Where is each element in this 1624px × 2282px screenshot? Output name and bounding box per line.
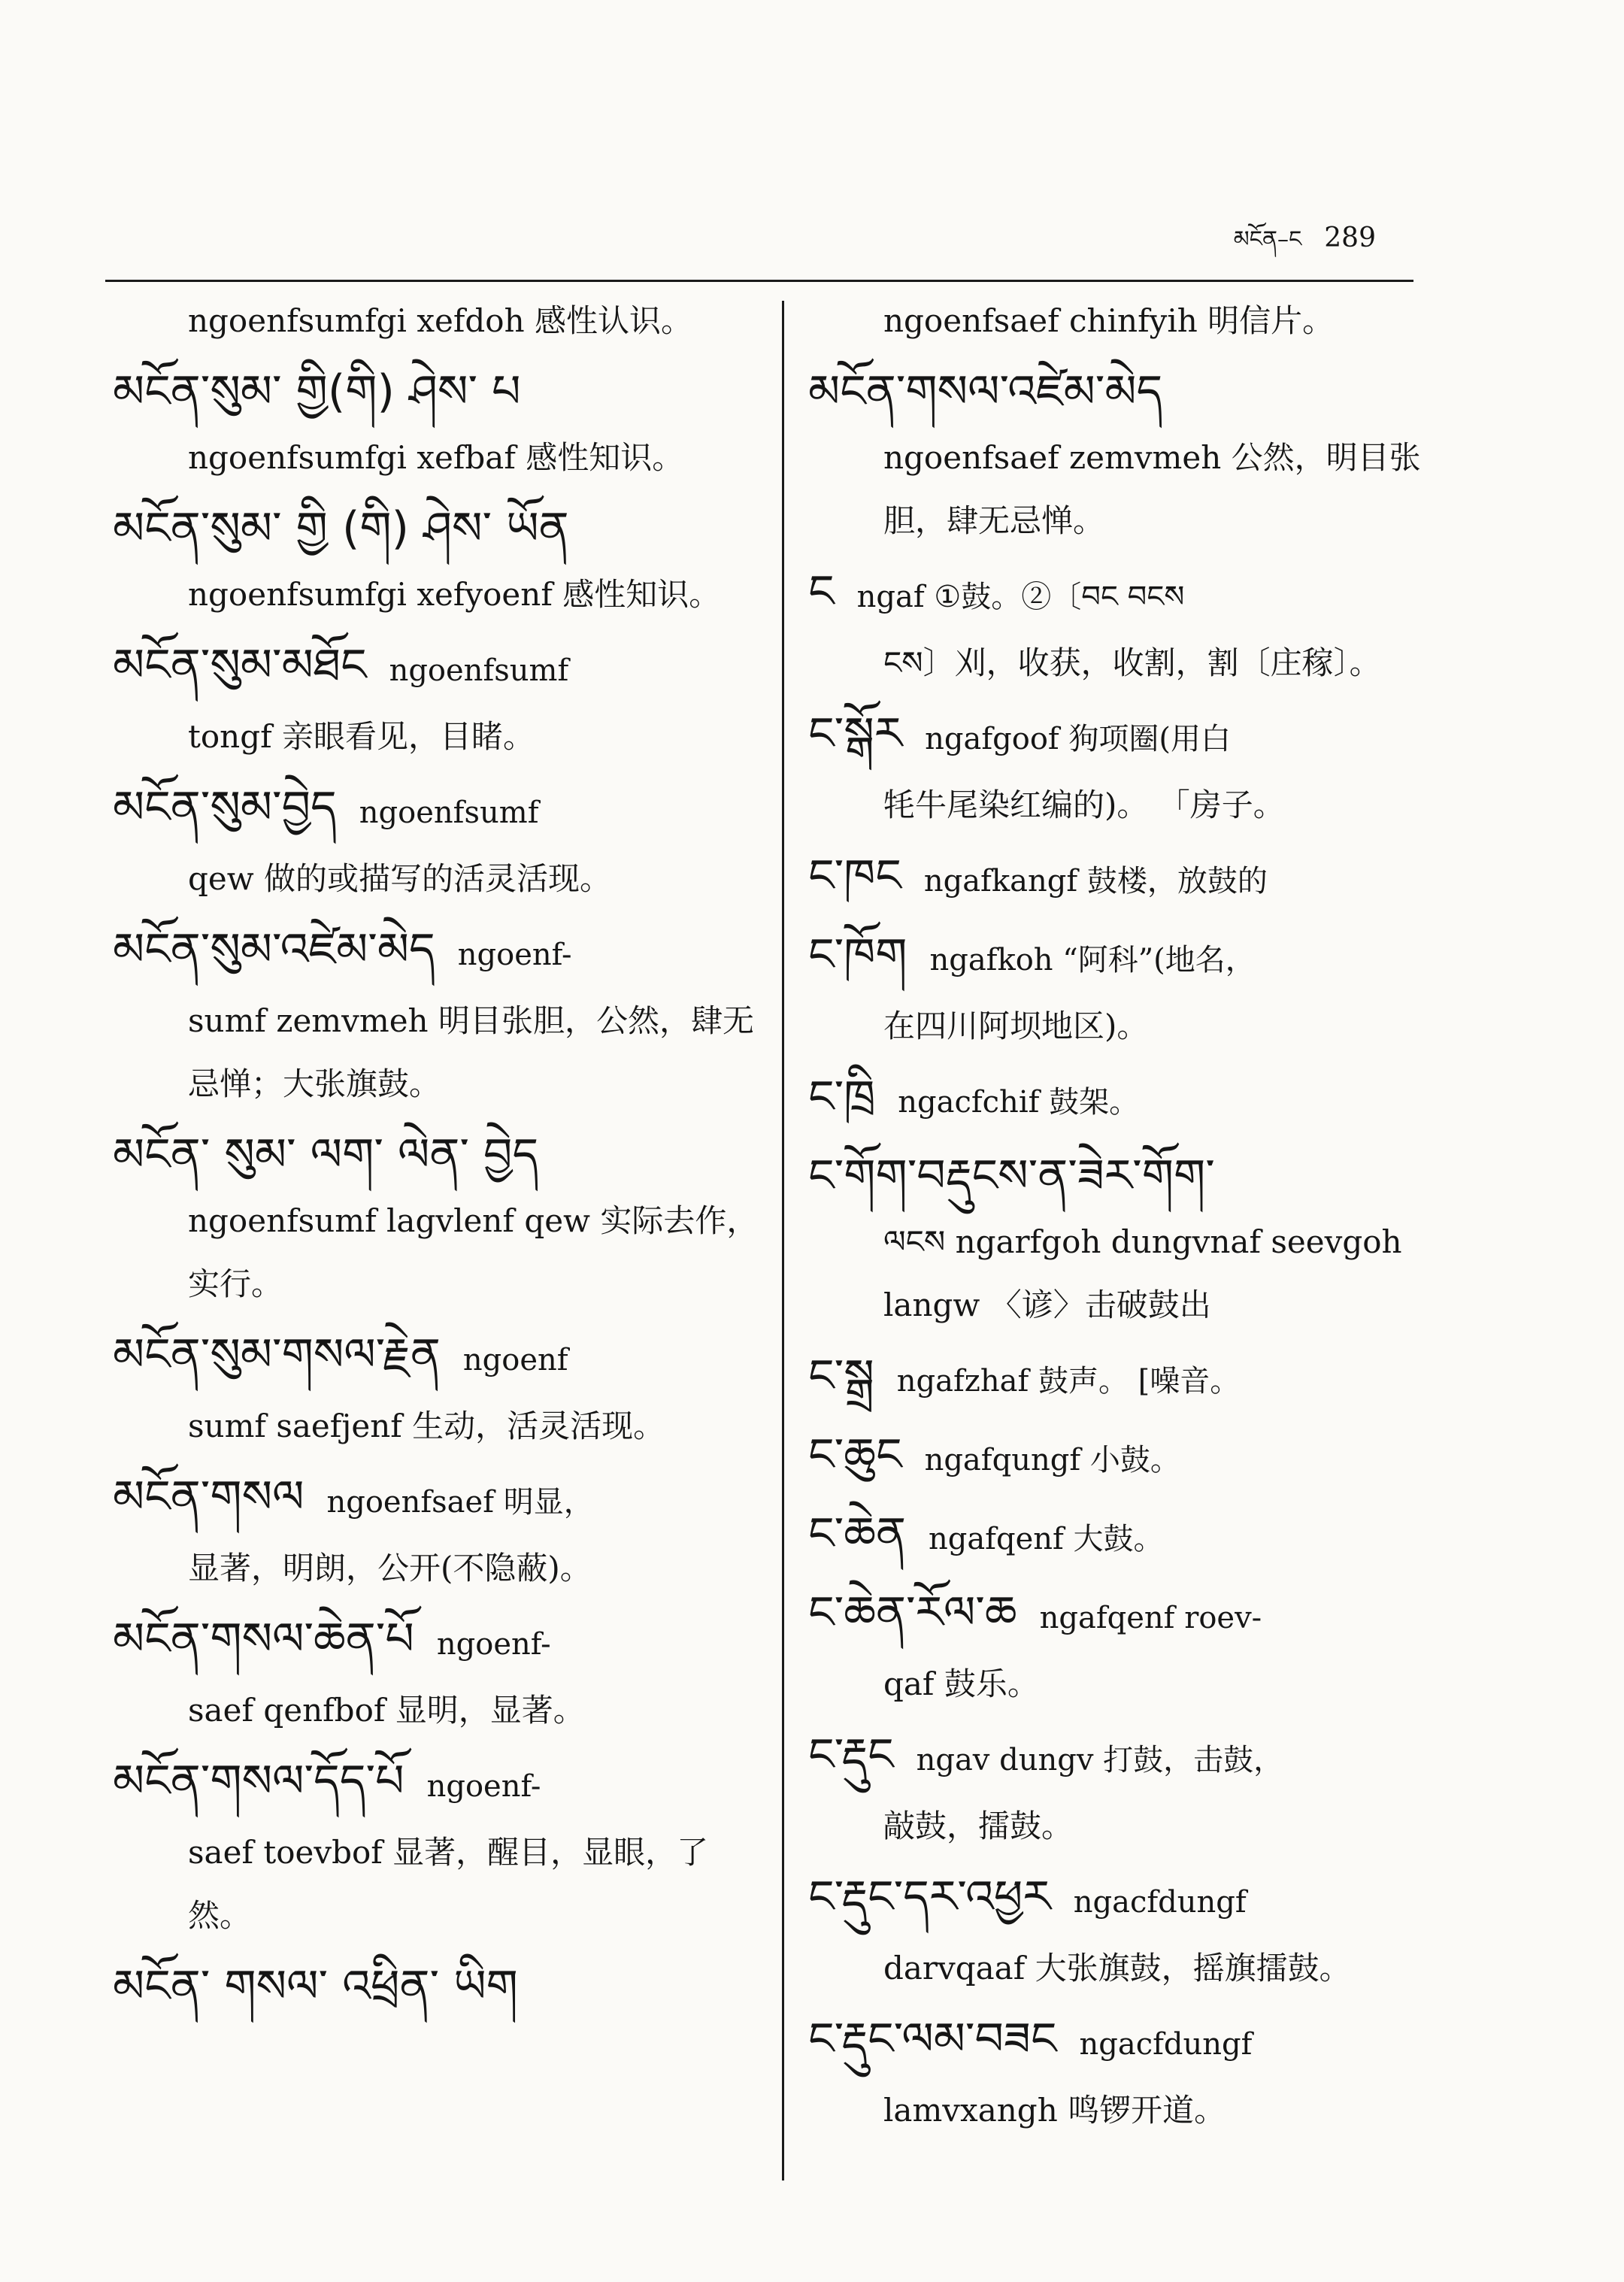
entry-definition: saef toevbof 显著，醒目，显眼，了然。 <box>188 1834 709 1934</box>
dictionary-entry <box>808 357 1455 553</box>
tibetan-headword: མངོན་སུམ་ གྱི (གི) ཤེས་ ཡོན <box>113 502 569 555</box>
romanization: ngafqenf 大鼓。 <box>928 1522 1164 1556</box>
tibetan-headword: མངོན་སུམ་ གྱི(གི) ཤེས་ པ <box>113 365 521 418</box>
romanization: ngacfchif 鼓架。 <box>898 1085 1140 1120</box>
entry-headword <box>113 1120 759 1189</box>
dictionary-entry <box>808 289 1455 353</box>
entry-headword <box>808 841 1455 916</box>
entry-definition: ངས〕刈，收获，收割，割〔庄稼〕。 <box>883 644 1381 681</box>
romanization: ngoenfsumf <box>359 796 539 830</box>
entry-headword <box>113 1462 759 1537</box>
entry-definition: ngoenfsumfgi xefyoenf 感性知识。 <box>188 576 721 613</box>
dictionary-entry <box>113 289 759 353</box>
dictionary-entry <box>113 773 759 911</box>
entry-headword <box>808 1499 1455 1574</box>
entry-headword <box>113 1605 759 1679</box>
dictionary-entry <box>113 915 759 1116</box>
romanization: ngafzhaf 鼓声。 [噪音。 <box>896 1364 1241 1399</box>
dictionary-entry <box>113 1747 759 1947</box>
entry-headword <box>808 1578 1455 1653</box>
entry-headword <box>113 1320 759 1395</box>
romanization: ngafgoof 狗项圈(用白 <box>925 722 1232 756</box>
dictionary-entry <box>113 1952 759 2021</box>
tibetan-headword: ང་ཆེན་རོལ་ཆ <box>808 1586 1017 1639</box>
romanization: ngafqenf roev- <box>1039 1601 1262 1635</box>
romanization: ngoenfsaef 明显， <box>326 1485 594 1520</box>
entry-headword <box>808 1062 1455 1137</box>
entry-headword <box>808 699 1455 774</box>
entry-definition: qaf 鼓乐。 <box>883 1665 1039 1702</box>
dictionary-entry <box>808 1720 1455 1858</box>
romanization: ngafkoh “阿科”(地名， <box>929 943 1256 977</box>
dictionary-entry <box>113 1605 759 1742</box>
tibetan-headword: ང་གོག་བརྡུངས་ན་ཟེར་གོག་ <box>808 1150 1215 1202</box>
tibetan-headword: ང་སྒོར <box>808 708 903 760</box>
entry-definition: ལངས ngarfgoh dungvnaf seevgoh langw 〈谚〉击破鼓出 <box>883 1223 1402 1323</box>
entry-headword <box>113 494 759 563</box>
romanization: ngacfdungf <box>1079 2027 1253 2062</box>
dictionary-entry <box>113 357 759 489</box>
dictionary-entry <box>113 631 759 768</box>
romanization: ngacfdungf <box>1073 1885 1247 1920</box>
dictionary-entry <box>808 1420 1455 1495</box>
romanization: ngav dungv 打鼓，击鼓， <box>916 1743 1284 1777</box>
entry-definition: 敲鼓，擂鼓。 <box>883 1808 1074 1844</box>
entry-definition: ngoenfsaef chinfyih 明信片。 <box>883 302 1335 339</box>
header-rule <box>105 280 1413 282</box>
entry-headword <box>808 1720 1455 1795</box>
column-divider <box>782 301 784 2180</box>
dictionary-entry <box>113 494 759 626</box>
dictionary-entry <box>808 699 1455 837</box>
dictionary-entry <box>113 1120 759 1316</box>
entry-headword <box>113 357 759 426</box>
dictionary-entry <box>808 1499 1455 1574</box>
entry-definition: sumf saefjenf 生动，活灵活现。 <box>188 1408 665 1444</box>
dictionary-entry <box>808 841 1455 916</box>
entry-headword <box>113 915 759 989</box>
tibetan-headword: ང་ཁང <box>808 850 901 902</box>
tibetan-headword: མངོན་གསལ་འཛེམ་མེད <box>808 365 1163 418</box>
entry-definition: sumf zemvmeh 明目张胆，公然，肆无忌惮；大张旗鼓。 <box>188 1002 754 1102</box>
tibetan-headword: ང་ཁོག <box>808 929 907 981</box>
running-head: མངོན–ང <box>1233 226 1302 253</box>
dictionary-entry <box>808 1578 1455 1716</box>
tibetan-headword: ང་རྡུང་དར་འཕྱར <box>808 1871 1051 1923</box>
tibetan-headword: མངོན་སུམ་མཐོང <box>113 639 367 692</box>
entry-headword <box>808 920 1455 995</box>
entry-definition: ngoenfsumfgi xefdoh 感性认识。 <box>188 302 692 339</box>
romanization: ngoenf- <box>457 938 572 972</box>
entry-definition: tongf 亲眼看见，目睹。 <box>188 718 535 755</box>
entry-definition: 牦牛尾染红编的)。 「房子。 <box>883 786 1285 823</box>
romanization: ngafqungf 小鼓。 <box>924 1443 1180 1477</box>
entry-headword <box>808 1141 1455 1211</box>
entry-definition: 在四川阿坝地区)。 <box>883 1008 1149 1044</box>
tibetan-headword: ང་ཆུང <box>808 1429 902 1481</box>
right-column <box>808 289 1455 2147</box>
entry-headword <box>113 1952 759 2021</box>
entry-definition: 显著，明朗，公开(不隐蔽)。 <box>188 1550 592 1586</box>
dictionary-entry <box>808 1341 1455 1416</box>
tibetan-headword: མངོན་སུམ་གསལ་རྗེན <box>113 1329 441 1381</box>
tibetan-headword: ང་སྒྲ <box>808 1350 874 1402</box>
entry-definition: qew 做的或描写的活灵活现。 <box>188 860 612 897</box>
tibetan-headword: ང་ཁྲི <box>808 1071 876 1123</box>
romanization: ngafkangf 鼓楼，放鼓的 <box>923 864 1268 899</box>
dictionary-entry <box>808 557 1455 695</box>
entry-definition: ngoenfsumf lagvlenf qew 实际去作，实行。 <box>188 1202 759 1302</box>
tibetan-headword: མངོན་ སུམ་ ལག་ ལེན་ བྱེད <box>113 1129 539 1181</box>
romanization: ngoenf- <box>436 1627 551 1662</box>
entry-definition: ngoenfsumfgi xefbaf 感性知识。 <box>188 439 684 476</box>
entry-headword <box>808 1341 1455 1416</box>
entry-definition: darvqaaf 大张旗鼓，摇旗擂鼓。 <box>883 1950 1351 1987</box>
page-header <box>1234 214 1376 277</box>
dictionary-entry <box>808 2005 1455 2142</box>
entry-headword <box>113 631 759 705</box>
tibetan-headword: ང <box>808 565 835 618</box>
tibetan-headword: མངོན་གསལ་དོད་པོ <box>113 1755 404 1808</box>
page-number: 289 <box>1324 223 1376 253</box>
dictionary-entry <box>808 1862 1455 2000</box>
tibetan-headword: ང་རྡུང <box>808 1729 894 1781</box>
entry-headword <box>808 2005 1455 2079</box>
tibetan-headword: ང་རྡུང་ལམ་བཟང <box>808 2013 1057 2065</box>
entry-definition: saef qenfbof 显明，显著。 <box>188 1692 585 1729</box>
romanization: ngoenf- <box>426 1769 541 1804</box>
dictionary-entry <box>808 1062 1455 1137</box>
tibetan-headword: ང་ཆེན <box>808 1508 906 1560</box>
dictionary-entry <box>808 1141 1455 1337</box>
left-column <box>113 289 759 2026</box>
entry-headword <box>808 1862 1455 1937</box>
tibetan-headword: མངོན་གསལ་ཆེན་པོ <box>113 1613 414 1665</box>
dictionary-entry <box>113 1462 759 1600</box>
tibetan-headword: མངོན་སུམ་འཛེམ་མེད <box>113 923 435 976</box>
romanization: ngoenf <box>462 1343 568 1377</box>
entry-headword <box>808 1420 1455 1495</box>
entry-headword <box>808 357 1455 426</box>
dictionary-entry <box>113 1320 759 1458</box>
tibetan-headword: མངོན་གསལ <box>113 1471 304 1523</box>
dictionary-entry <box>808 920 1455 1058</box>
tibetan-headword: མངོན་ གསལ་ འཕྲིན་ ཡིག <box>113 1960 518 2013</box>
romanization: ngoenfsumf <box>389 653 569 688</box>
entry-definition: lamvxangh 鸣锣开道。 <box>883 2092 1226 2129</box>
tibetan-headword: མངོན་སུམ་བྱེད <box>113 781 337 834</box>
entry-headword <box>113 1747 759 1821</box>
entry-definition: ngoenfsaef zemvmeh 公然，明目张胆，肆无忌惮。 <box>883 439 1421 539</box>
romanization: ngaf ①鼓。②〔བང བངས <box>856 580 1185 614</box>
entry-headword <box>808 557 1455 632</box>
entry-headword <box>113 773 759 847</box>
